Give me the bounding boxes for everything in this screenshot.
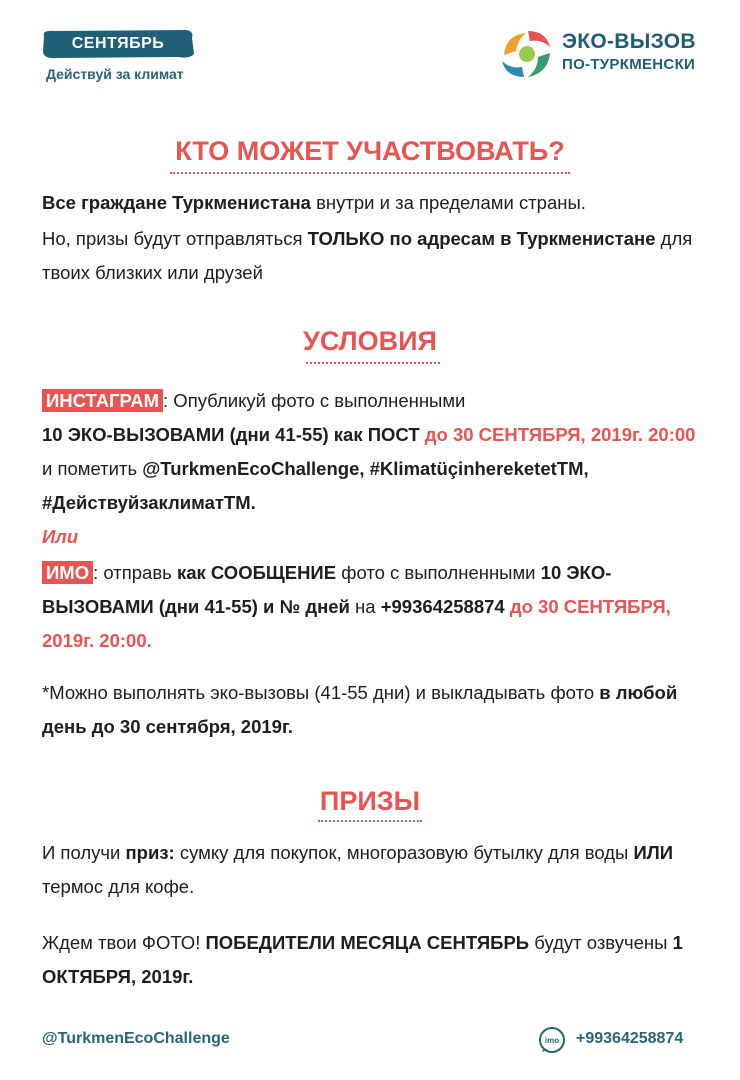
- instagram-tag: ИНСТАГРАМ: [42, 389, 163, 412]
- imo-phone[interactable]: +99364258874: [576, 1030, 684, 1047]
- heading-underline: [306, 362, 440, 364]
- tagline: Действуй за климат: [46, 66, 184, 82]
- eco-challenge-logo-icon: [498, 25, 556, 83]
- imo-tag: ИМО: [42, 561, 93, 584]
- heading-who-can-participate: КТО МОЖЕТ УЧАСТВОВАТЬ?: [175, 136, 565, 166]
- logo-subtitle: ПО-ТУРКМЕНСКИ: [562, 56, 696, 73]
- heading-conditions: УСЛОВИЯ: [303, 326, 437, 356]
- prizes-paragraph-1: И получи приз: сумку для покупок, многоразовую бутылку для воды ИЛИ термос для кофе.: [42, 842, 674, 897]
- note-paragraph: *Можно выполнять эко-вызовы (41-55 дни) и выкладывать фото в любой день до 30 сентября, 2019г.: [42, 682, 678, 737]
- who-paragraph-1: Все граждане Туркменистана внутри и за пределами страны.: [42, 192, 586, 213]
- or-label: Или: [42, 526, 79, 547]
- prizes-paragraph-2: Ждем твои ФОТО! ПОБЕДИТЕЛИ МЕСЯЦА СЕНТЯБРЬ будут озвучены 1 ОКТЯБРЯ, 2019г.: [42, 932, 683, 987]
- logo-title: ЭКО-ВЫЗОВ: [562, 30, 696, 53]
- instagram-paragraph: ИНСТАГРАМ : Опубликуй фото с выполненными 10 ЭКО-ВЫЗОВАМИ (дни 41-55) как ПОСТ до 30 СЕНТЯБРЯ, 2019г. 20:00 и пометить @TurkmenEcoChallenge, #KlimatüçinhereketetTM, #ДействуйзаклиматTM.: [42, 390, 696, 513]
- heading-prizes: ПРИЗЫ: [319, 786, 421, 816]
- svg-text:imo: imo: [544, 1036, 560, 1045]
- heading-underline: [318, 820, 422, 822]
- imo-icon: [538, 1026, 566, 1054]
- month-badge: СЕНТЯБРЬ: [71, 35, 165, 52]
- who-paragraph-2: Но, призы будут отправляться ТОЛЬКО по адресам в Туркменистане для твоих близких или друзей: [42, 228, 693, 283]
- instagram-handle[interactable]: @TurkmenEcoChallenge: [42, 1030, 230, 1047]
- heading-underline: [170, 172, 570, 174]
- imo-paragraph: ИМО : отправь как СООБЩЕНИЕ фото с выполненными 10 ЭКО-ВЫЗОВАМИ (дни 41-55) и № дней на +99364258874 до 30 СЕНТЯБРЯ, 2019г. 20:00.: [42, 562, 671, 651]
